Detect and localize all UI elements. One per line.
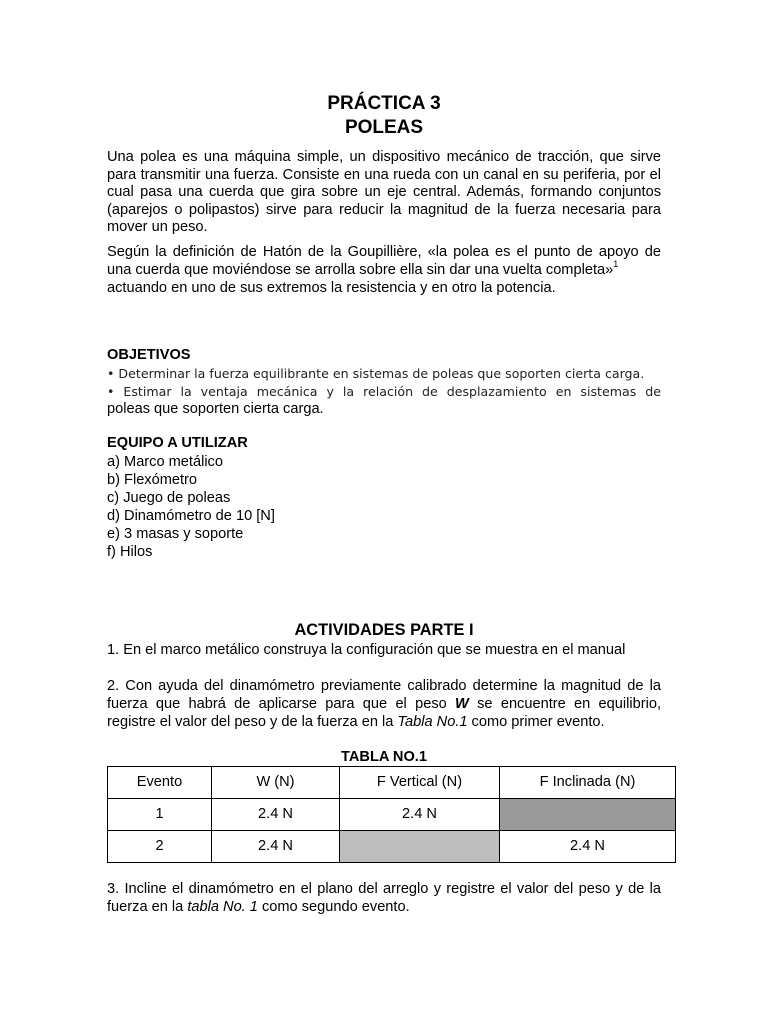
actividad-step-2-line-2 xyxy=(107,696,661,714)
intro-paragraph-2-line-3: actuando en uno de sus extremos la resistencia y en otro la potencia. xyxy=(107,280,556,296)
table-header-cell: F Vertical (N) xyxy=(340,767,500,799)
table-cell: 2.4 N xyxy=(340,799,500,831)
weight-symbol: W xyxy=(455,696,469,712)
page-title: PRÁCTICA 3 xyxy=(327,93,441,114)
equipo-item: d) Dinamómetro de 10 [N] xyxy=(107,508,275,524)
objetivo-item-1: • Determinar la fuerza equilibrante en sistemas de poleas que soporten cierta carga. xyxy=(107,366,645,381)
table-header-cell: Evento xyxy=(108,767,212,799)
actividades-heading: ACTIVIDADES PARTE I xyxy=(294,621,474,639)
intro-paragraph-2-line-2 xyxy=(107,259,667,280)
table-row xyxy=(108,799,676,831)
intro-paragraph-2-text: una cuerda que moviéndose se arrolla sobre ella sin dar una vuelta completa» xyxy=(107,262,614,278)
table-cell-shaded xyxy=(340,831,500,863)
step-3-text-b: como segundo evento. xyxy=(261,899,410,915)
step-2-text-a: fuerza que habrá de aplicarse para que el peso xyxy=(107,696,447,712)
actividad-step-3-line-1: 3. Incline el dinamómetro en el plano del arreglo y registre el valor del peso y de la xyxy=(107,881,661,897)
objetivos-heading: OBJETIVOS xyxy=(107,347,191,363)
equipo-heading: EQUIPO A UTILIZAR xyxy=(107,435,248,451)
table-reference: Tabla No.1 xyxy=(397,714,468,730)
table-cell: 2.4 N xyxy=(212,831,340,863)
footnote-marker: 1 xyxy=(613,259,619,269)
actividad-step-1: 1. En el marco metálico construya la configuración que se muestra en el manual xyxy=(107,642,626,658)
table-cell: 1 xyxy=(108,799,212,831)
table-caption: TABLA NO.1 xyxy=(341,749,427,765)
step-2-line-3-text-b: como primer evento. xyxy=(471,714,605,730)
page-subtitle: POLEAS xyxy=(344,117,424,138)
table-cell: 2.4 N xyxy=(500,831,676,863)
equipo-item: b) Flexómetro xyxy=(107,472,198,488)
equipo-item: a) Marco metálico xyxy=(107,454,223,470)
table-header-row xyxy=(108,767,676,799)
table-header-cell: W (N) xyxy=(212,767,340,799)
intro-paragraph-1: Una polea es una máquina simple, un dispositivo mecánico de tracción, que sirve para transmitir una fuerza. Consiste en una rueda con un canal en su periferia, por el cual pasa una cuerda que gira sobre un eje central. Además, formando conjuntos (aparejos o polipastos) sirve para reducir la magnitud de la fuerza necesaria para mover un peso. xyxy=(107,149,661,236)
table-cell-shaded xyxy=(500,799,676,831)
intro-paragraph-2-line-1: Según la definición de Hatón de la Goupillière, «la polea es el punto de apoyo de xyxy=(107,244,661,260)
equipo-item: e) 3 masas y soporte xyxy=(107,526,244,542)
table-reference: tabla No. 1 xyxy=(187,899,258,915)
data-table xyxy=(107,766,676,863)
objetivo-item-2-line-1: • Estimar la ventaja mecánica y la relación de desplazamiento en sistemas de xyxy=(107,384,661,399)
actividad-step-2-line-1: 2. Con ayuda del dinamómetro previamente calibrado determine la magnitud de la xyxy=(107,678,661,694)
actividad-step-3-line-2 xyxy=(107,899,667,917)
table-row xyxy=(108,831,676,863)
actividad-step-2-line-3 xyxy=(107,714,667,732)
equipo-item: c) Juego de poleas xyxy=(107,490,231,506)
table-cell: 2.4 N xyxy=(212,799,340,831)
step-3-text-a: fuerza en la xyxy=(107,899,184,915)
equipo-item: f) Hilos xyxy=(107,544,153,560)
step-2-line-3-text-a: registre el valor del peso y de la fuerza en la xyxy=(107,714,394,730)
objetivo-item-2-line-2: poleas que soporten cierta carga. xyxy=(107,401,324,417)
table-cell: 2 xyxy=(108,831,212,863)
step-2-text-b: se encuentre en equilibrio, xyxy=(477,696,662,712)
table-header-cell: F Inclinada (N) xyxy=(500,767,676,799)
